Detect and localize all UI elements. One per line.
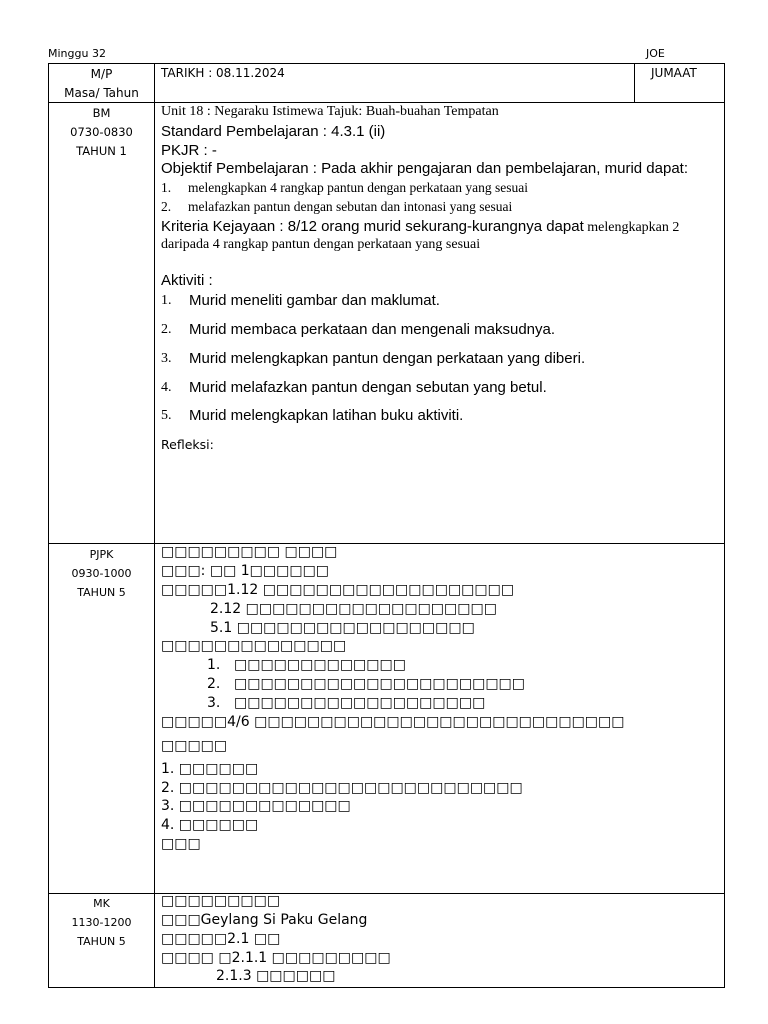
bm-year: TAHUN 1 [76, 144, 127, 158]
pjpk-subject: PJPK [89, 548, 114, 561]
mk-time: 1130-1200 [71, 916, 132, 929]
bm-activity-title: Aktiviti : [161, 272, 213, 289]
list-item: 1. □□□□□□ [161, 761, 259, 777]
week-label: Minggu 32 [48, 47, 106, 60]
day-label: JUMAAT [651, 66, 697, 80]
pjpk-info [48, 545, 155, 602]
pjpk-criteria: □□□□□4/6 □□□□□□□□□□□□□□□□□□□□□□□□□□□□ [161, 714, 625, 730]
pjpk-time: 0930-1000 [71, 567, 132, 580]
bm-pkjr: PKJR : - [161, 142, 217, 159]
pjpk-year: TAHUN 5 [77, 586, 126, 599]
bm-subject: BM [92, 106, 111, 120]
mk-standard-3: 2.1.3 □□□□□□ [216, 968, 336, 984]
bm-criteria-cont: daripada 4 rangkap pantun dengan perkataan yang sesuai [161, 237, 481, 252]
pjpk-activity-title: □□□□□ [161, 738, 228, 754]
bm-standard: Standard Pembelajaran : 4.3.1 (ii) [161, 123, 386, 140]
pjpk-title: □□□□□□□□□ □□□□ [161, 544, 338, 560]
teacher-label: JOE [646, 47, 665, 60]
date-label: TARIKH : 08.11.2024 [161, 66, 285, 80]
pjpk-objective: □□□□□□□□□□□□□□ [161, 638, 347, 654]
bm-reflection: Refleksi: [161, 437, 214, 452]
mk-info [48, 894, 155, 951]
pjpk-reflection: □□□ [161, 836, 201, 852]
bm-unit: Unit 18 : Negaraku Istimewa Tajuk: Buah-buahan Tempatan [161, 104, 499, 119]
pjpk-topic: □□□: □□ 1□□□□□□ [161, 563, 330, 579]
pjpk-standard-2: 2.12 □□□□□□□□□□□□□□□□□□□ [210, 601, 497, 617]
bm-info [48, 104, 155, 161]
pjpk-standard-3: 5.1 □□□□□□□□□□□□□□□□□□ [210, 620, 475, 636]
list-item: 3. □□□□□□□□□□□□□ [161, 798, 351, 814]
list-item: 2. □□□□□□□□□□□□□□□□□□□□□□□□□□ [161, 780, 523, 796]
mk-title: □□□□□□□□□ [161, 893, 281, 909]
mp-label: M/P [90, 67, 113, 81]
bm-criteria: Kriteria Kejayaan : 8/12 orang murid sekurang-kurangnya dapat melengkapkan 2 [161, 218, 680, 235]
mk-standard-2: □□□□ □2.1.1 □□□□□□□□□ [161, 950, 391, 966]
mp-header [48, 65, 155, 103]
pjpk-standard: □□□□□1.12 □□□□□□□□□□□□□□□□□□□ [161, 582, 515, 598]
list-item: 4. □□□□□□ [161, 817, 259, 833]
mk-standard: □□□□□2.1 □□ [161, 931, 281, 947]
time-year-label: Masa/ Tahun [64, 86, 139, 100]
mk-topic: □□□Geylang Si Paku Gelang [161, 912, 368, 928]
mk-subject: MK [93, 897, 110, 910]
bm-objective: Objektif Pembelajaran : Pada akhir pengajaran dan pembelajaran, murid dapat: [161, 160, 688, 177]
bm-time: 0730-0830 [70, 125, 133, 139]
mk-year: TAHUN 5 [77, 935, 126, 948]
